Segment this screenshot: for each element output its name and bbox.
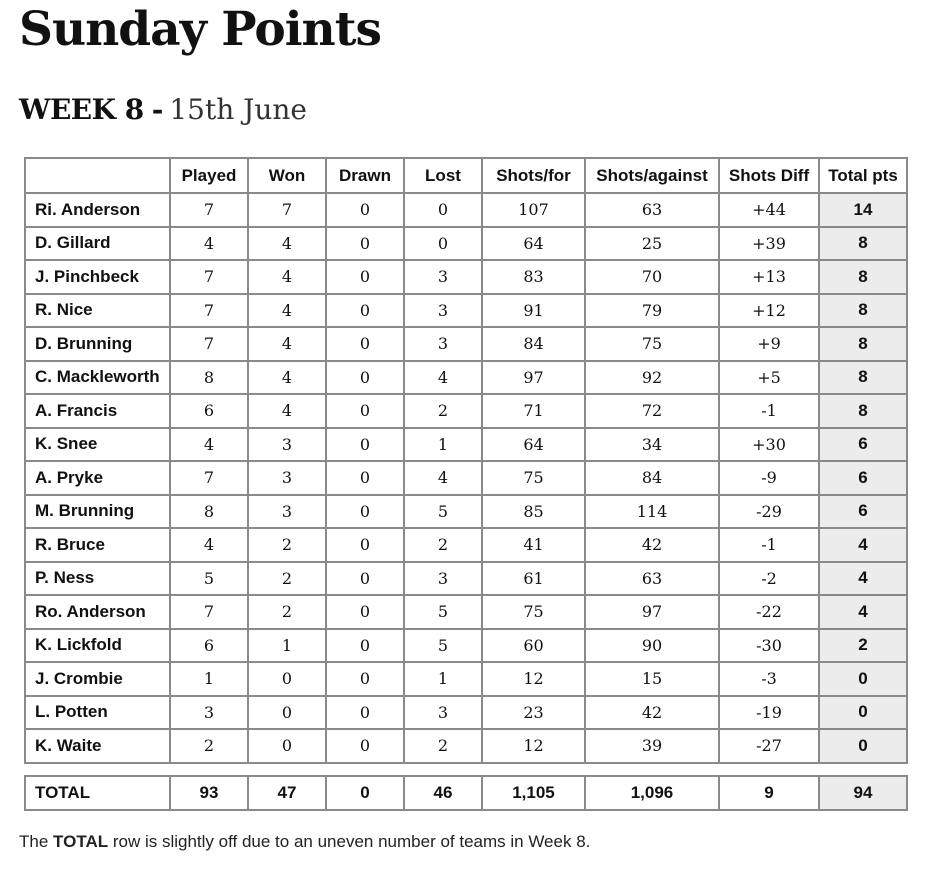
total-pts-cell: 4: [819, 562, 907, 596]
total-pts-cell: 6: [819, 428, 907, 462]
shots-diff-cell: +5: [719, 361, 819, 395]
played-cell: 7: [170, 260, 248, 294]
player-name-cell: C. Mackleworth: [25, 361, 170, 395]
shots-against-cell: 84: [585, 461, 719, 495]
total-pts-cell: 0: [819, 696, 907, 730]
table-row: [25, 193, 907, 227]
drawn-cell: 0: [326, 729, 404, 763]
footnote: [19, 832, 590, 852]
shots-for-cell: 84: [482, 327, 585, 361]
lost-cell: 3: [404, 696, 482, 730]
played-cell: 3: [170, 696, 248, 730]
played-cell: 4: [170, 428, 248, 462]
lost-cell: 3: [404, 294, 482, 328]
shots-against-cell: 25: [585, 227, 719, 261]
shots-diff-cell: -29: [719, 495, 819, 529]
shots-diff-cell: -1: [719, 528, 819, 562]
drawn-cell: 0: [326, 327, 404, 361]
shots-diff-cell: +30: [719, 428, 819, 462]
played-cell: 7: [170, 294, 248, 328]
played-cell: 8: [170, 361, 248, 395]
played-cell: 4: [170, 227, 248, 261]
won-cell: 2: [248, 595, 326, 629]
shots-against-cell: 90: [585, 629, 719, 663]
played-cell: 7: [170, 595, 248, 629]
lost-cell: 0: [404, 227, 482, 261]
played-cell: 4: [170, 528, 248, 562]
week-label: WEEK 8: [19, 93, 144, 126]
column-header: Total pts: [819, 158, 907, 193]
shots-against-cell: 75: [585, 327, 719, 361]
drawn-cell: 0: [326, 361, 404, 395]
won-cell: 4: [248, 394, 326, 428]
shots-for-cell: 83: [482, 260, 585, 294]
player-name-cell: P. Ness: [25, 562, 170, 596]
shots-for-cell: 61: [482, 562, 585, 596]
lost-cell: 4: [404, 461, 482, 495]
won-cell: 2: [248, 562, 326, 596]
drawn-cell: 0: [326, 562, 404, 596]
column-header: Shots/for: [482, 158, 585, 193]
total-pts-cell: 0: [819, 662, 907, 696]
played-cell: 6: [170, 629, 248, 663]
player-name-cell: M. Brunning: [25, 495, 170, 529]
table-row: [25, 629, 907, 663]
table-row: [25, 327, 907, 361]
shots-for-cell: 23: [482, 696, 585, 730]
lost-cell: 0: [404, 193, 482, 227]
shots-against-cell: 97: [585, 595, 719, 629]
shots-diff-cell: -1: [719, 394, 819, 428]
won-cell: 4: [248, 294, 326, 328]
shots-against-cell: 15: [585, 662, 719, 696]
shots-for-cell: 64: [482, 227, 585, 261]
won-cell: 4: [248, 327, 326, 361]
won-cell: 4: [248, 260, 326, 294]
won-cell: 0: [248, 729, 326, 763]
standings-table: [24, 157, 908, 764]
lost-cell: 3: [404, 562, 482, 596]
shots-against-cell: 79: [585, 294, 719, 328]
total-pts-cell: 8: [819, 227, 907, 261]
total-pts-cell: 2: [819, 629, 907, 663]
lost-cell: 2: [404, 528, 482, 562]
total-lost: 46: [404, 776, 482, 810]
total-shots-for: 1,105: [482, 776, 585, 810]
shots-for-cell: 75: [482, 461, 585, 495]
shots-diff-cell: +39: [719, 227, 819, 261]
table-row: [25, 461, 907, 495]
won-cell: 0: [248, 662, 326, 696]
footnote-post: row is slightly off due to an uneven number of teams in Week 8.: [108, 832, 591, 851]
shots-for-cell: 91: [482, 294, 585, 328]
player-name-cell: A. Pryke: [25, 461, 170, 495]
drawn-cell: 0: [326, 662, 404, 696]
total-won: 47: [248, 776, 326, 810]
table-row: [25, 361, 907, 395]
player-name-cell: Ri. Anderson: [25, 193, 170, 227]
total-shots-against: 1,096: [585, 776, 719, 810]
played-cell: 7: [170, 193, 248, 227]
shots-diff-cell: -27: [719, 729, 819, 763]
column-header: Drawn: [326, 158, 404, 193]
shots-for-cell: 107: [482, 193, 585, 227]
footnote-bold: TOTAL: [53, 832, 109, 851]
table-row: [25, 562, 907, 596]
drawn-cell: 0: [326, 696, 404, 730]
shots-diff-cell: +44: [719, 193, 819, 227]
shots-against-cell: 63: [585, 562, 719, 596]
header-blank-cell: [25, 158, 170, 193]
drawn-cell: 0: [326, 294, 404, 328]
drawn-cell: 0: [326, 260, 404, 294]
shots-against-cell: 114: [585, 495, 719, 529]
total-pts-cell: 8: [819, 361, 907, 395]
shots-for-cell: 75: [482, 595, 585, 629]
total-pts-cell: 6: [819, 495, 907, 529]
shots-diff-cell: +9: [719, 327, 819, 361]
player-name-cell: R. Nice: [25, 294, 170, 328]
won-cell: 3: [248, 461, 326, 495]
footnote-pre: The: [19, 832, 54, 851]
page-title: Sunday Points: [19, 2, 381, 57]
shots-against-cell: 39: [585, 729, 719, 763]
lost-cell: 5: [404, 629, 482, 663]
table-row: [25, 528, 907, 562]
shots-diff-cell: -19: [719, 696, 819, 730]
shots-diff-cell: +13: [719, 260, 819, 294]
total-row: [25, 776, 907, 810]
lost-cell: 3: [404, 260, 482, 294]
total-pts-cell: 4: [819, 595, 907, 629]
player-name-cell: J. Crombie: [25, 662, 170, 696]
lost-cell: 3: [404, 327, 482, 361]
total-table: [24, 775, 908, 811]
won-cell: 1: [248, 629, 326, 663]
lost-cell: 2: [404, 394, 482, 428]
lost-cell: 4: [404, 361, 482, 395]
player-name-cell: K. Lickfold: [25, 629, 170, 663]
total-pts-cell: 6: [819, 461, 907, 495]
drawn-cell: 0: [326, 461, 404, 495]
drawn-cell: 0: [326, 629, 404, 663]
shots-for-cell: 71: [482, 394, 585, 428]
lost-cell: 5: [404, 595, 482, 629]
lost-cell: 1: [404, 428, 482, 462]
table-row: [25, 696, 907, 730]
table-row: [25, 227, 907, 261]
total-pts-cell: 8: [819, 260, 907, 294]
table-header-row: [25, 158, 907, 193]
table-row: [25, 595, 907, 629]
player-name-cell: J. Pinchbeck: [25, 260, 170, 294]
shots-for-cell: 64: [482, 428, 585, 462]
shots-diff-cell: -2: [719, 562, 819, 596]
shots-for-cell: 85: [482, 495, 585, 529]
shots-against-cell: 34: [585, 428, 719, 462]
lost-cell: 5: [404, 495, 482, 529]
lost-cell: 1: [404, 662, 482, 696]
week-dash: -: [151, 93, 164, 126]
total-pts-cell: 4: [819, 528, 907, 562]
player-name-cell: Ro. Anderson: [25, 595, 170, 629]
column-header: Shots/against: [585, 158, 719, 193]
week-date: 15th June: [169, 93, 308, 126]
drawn-cell: 0: [326, 595, 404, 629]
drawn-cell: 0: [326, 193, 404, 227]
column-header: Shots Diff: [719, 158, 819, 193]
shots-for-cell: 60: [482, 629, 585, 663]
played-cell: 6: [170, 394, 248, 428]
played-cell: 8: [170, 495, 248, 529]
shots-diff-cell: -30: [719, 629, 819, 663]
shots-diff-cell: +12: [719, 294, 819, 328]
shots-for-cell: 97: [482, 361, 585, 395]
table-row: [25, 294, 907, 328]
column-header: Won: [248, 158, 326, 193]
won-cell: 3: [248, 428, 326, 462]
table-row: [25, 428, 907, 462]
shots-against-cell: 70: [585, 260, 719, 294]
total-label: TOTAL: [25, 776, 170, 810]
shots-against-cell: 72: [585, 394, 719, 428]
week-heading: [19, 93, 307, 126]
drawn-cell: 0: [326, 227, 404, 261]
shots-against-cell: 63: [585, 193, 719, 227]
played-cell: 7: [170, 327, 248, 361]
shots-against-cell: 92: [585, 361, 719, 395]
total-shots-diff: 9: [719, 776, 819, 810]
won-cell: 0: [248, 696, 326, 730]
played-cell: 2: [170, 729, 248, 763]
played-cell: 7: [170, 461, 248, 495]
shots-for-cell: 12: [482, 729, 585, 763]
standings-body: [25, 193, 907, 763]
table-row: [25, 729, 907, 763]
won-cell: 2: [248, 528, 326, 562]
table-row: [25, 662, 907, 696]
shots-against-cell: 42: [585, 528, 719, 562]
total-played: 93: [170, 776, 248, 810]
shots-diff-cell: -3: [719, 662, 819, 696]
won-cell: 3: [248, 495, 326, 529]
player-name-cell: K. Snee: [25, 428, 170, 462]
column-header: Played: [170, 158, 248, 193]
played-cell: 5: [170, 562, 248, 596]
total-pts-cell: 8: [819, 327, 907, 361]
table-row: [25, 260, 907, 294]
total-pts-cell: 0: [819, 729, 907, 763]
total-drawn: 0: [326, 776, 404, 810]
total-points: 94: [819, 776, 907, 810]
player-name-cell: K. Waite: [25, 729, 170, 763]
won-cell: 4: [248, 227, 326, 261]
shots-for-cell: 12: [482, 662, 585, 696]
player-name-cell: D. Gillard: [25, 227, 170, 261]
drawn-cell: 0: [326, 394, 404, 428]
table-row: [25, 495, 907, 529]
drawn-cell: 0: [326, 528, 404, 562]
table-row: [25, 394, 907, 428]
total-pts-cell: 8: [819, 394, 907, 428]
player-name-cell: L. Potten: [25, 696, 170, 730]
drawn-cell: 0: [326, 428, 404, 462]
won-cell: 4: [248, 361, 326, 395]
player-name-cell: R. Bruce: [25, 528, 170, 562]
drawn-cell: 0: [326, 495, 404, 529]
column-header: Lost: [404, 158, 482, 193]
shots-for-cell: 41: [482, 528, 585, 562]
total-pts-cell: 14: [819, 193, 907, 227]
played-cell: 1: [170, 662, 248, 696]
player-name-cell: D. Brunning: [25, 327, 170, 361]
shots-against-cell: 42: [585, 696, 719, 730]
won-cell: 7: [248, 193, 326, 227]
shots-diff-cell: -22: [719, 595, 819, 629]
lost-cell: 2: [404, 729, 482, 763]
player-name-cell: A. Francis: [25, 394, 170, 428]
total-pts-cell: 8: [819, 294, 907, 328]
shots-diff-cell: -9: [719, 461, 819, 495]
